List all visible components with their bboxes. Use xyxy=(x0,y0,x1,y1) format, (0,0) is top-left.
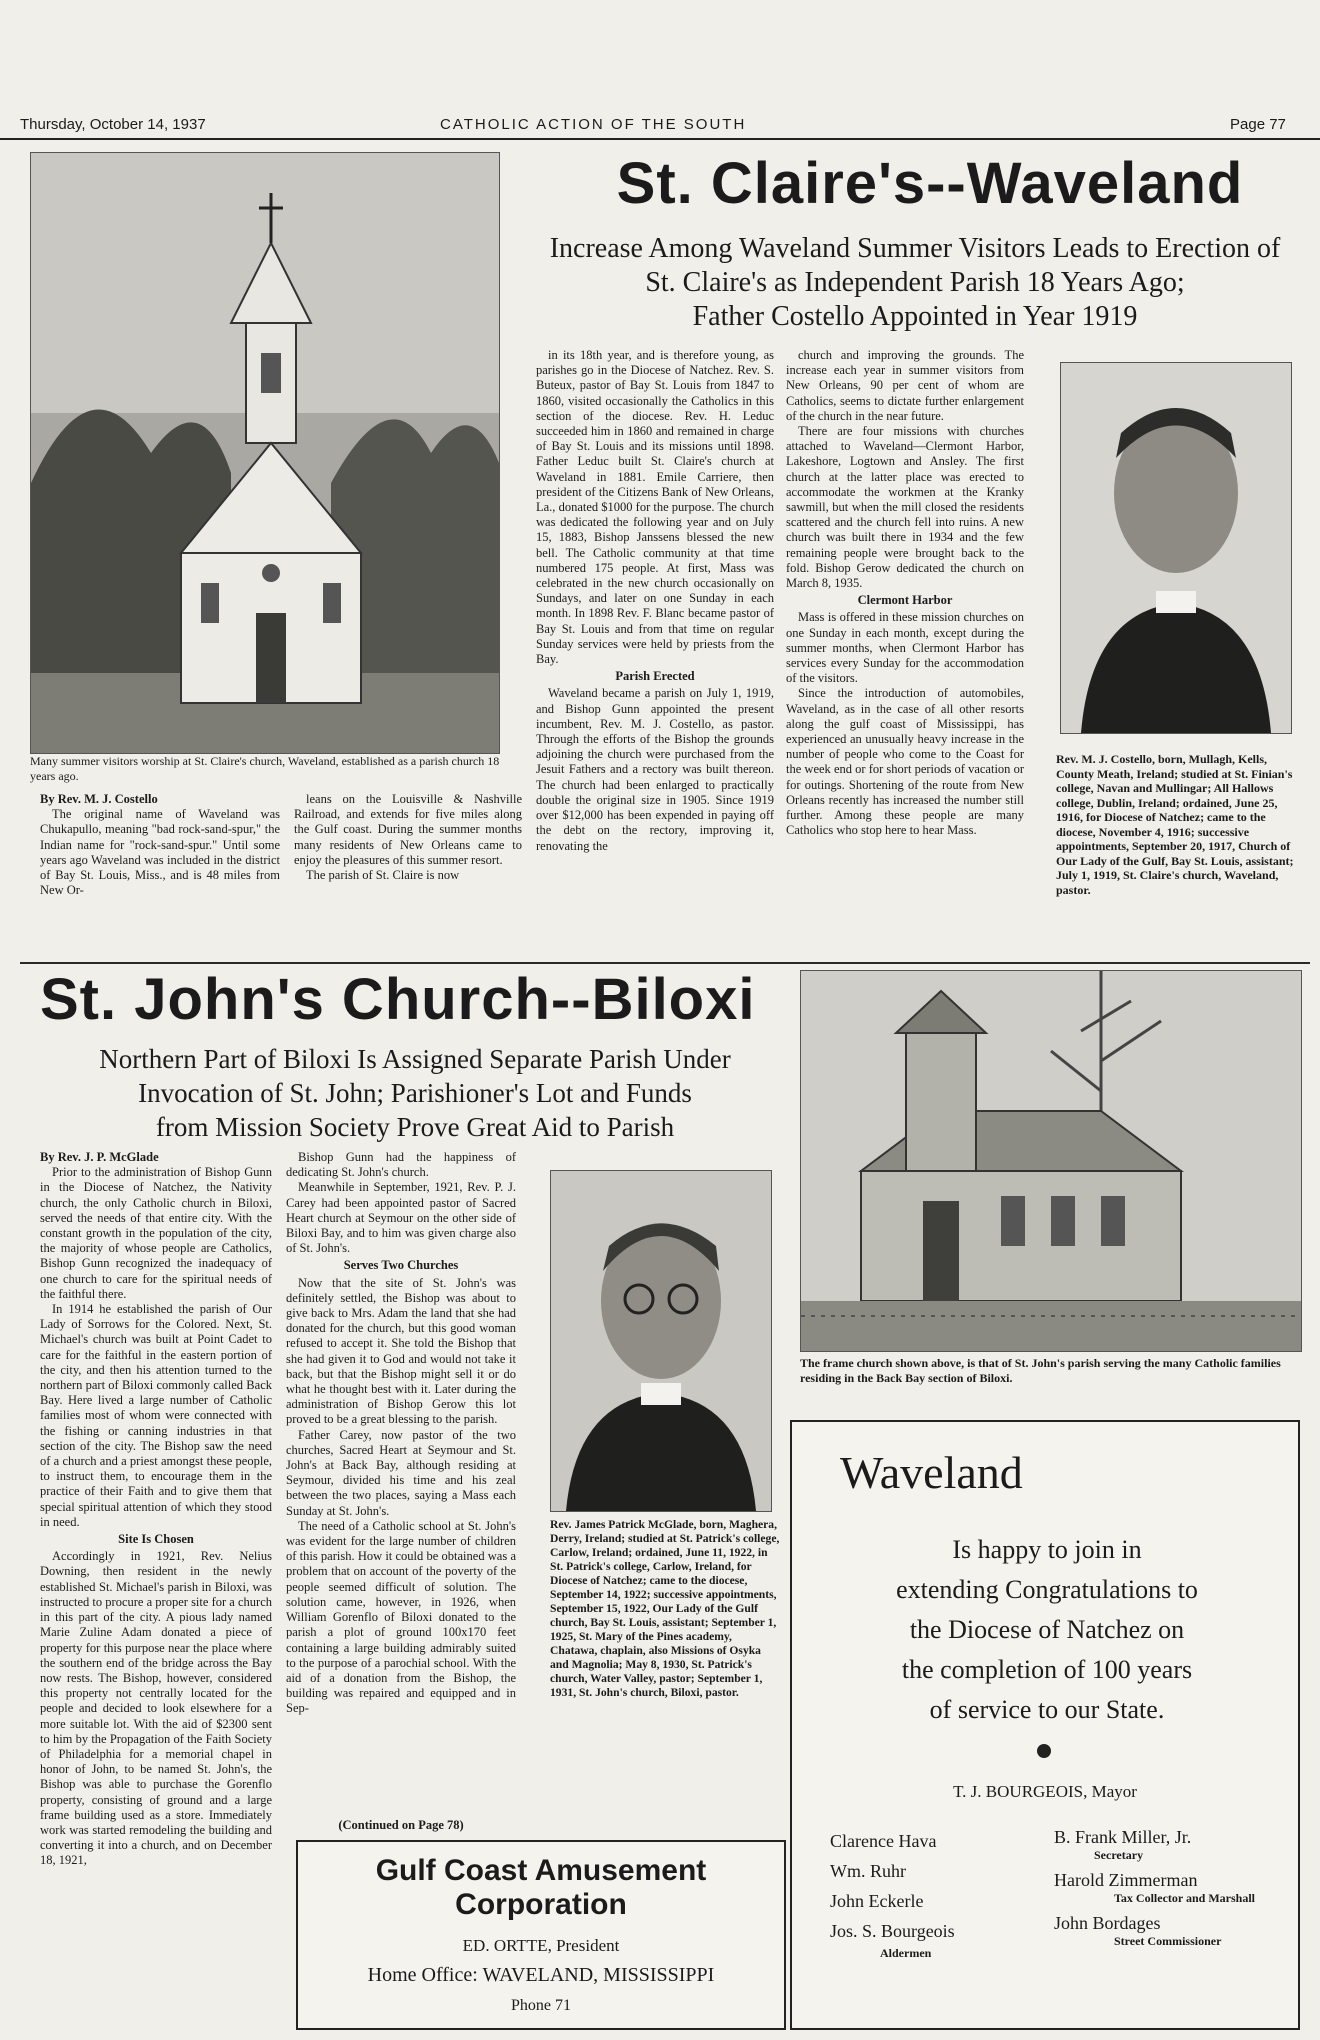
article2-deck-line-2: Invocation of St. John; Parishioner's Lot and Funds xyxy=(138,1078,692,1108)
ornament-dot xyxy=(1037,1744,1051,1758)
article2-col2b-para-3: The need of a Catholic school at St. John's was evident for the large number of children of this parish. How it could be obtained was a problem that on account of the poverty of the people seemed difficult of solution. The solution came, however, in 1926, when William Gorenflo of Biloxi donated to the parish a plot of ground 100x170 feet containing a large building admirably suited to the purpose of a parochial school. With the aid of a donation from the Bishop, the building was repaired and equipped and in Sep- xyxy=(286,1518,516,1716)
waveland-ad-line-5: of service to our State. xyxy=(929,1695,1165,1724)
article1-deck xyxy=(520,232,1310,334)
st-john-church-photo xyxy=(800,970,1302,1352)
article1-col4-para-2: There are four missions with churches attached to Waveland—Clermont Harbor, Lakeshore, Logtown and Ansley. The first church at the latter place was erected to accommodate the workmen at the Kranky sawmill, but when the mill closed the residents scattered and the church fell into ruins. A new church was built there in 1934 and the few remaining people were brought back to the fold. Bishop Gerow dedicated the church on March 8, 1935. xyxy=(786,424,1024,591)
article2-col1-para-2: In 1914 he established the parish of Our Lady of Sorrows for the Colored. Next, St. Michael's church was built at Point Cadet to care for the faithful in the eastern portion of the city, and then his attention turned to the northern part of Biloxi commonly called Back Bay. Here lived a large number of Catholic families most of whom were connected with the fishing or canning industries in that section of the city. The Bishop saw the need of a church and a priest amongst these people, to instruct them, to encourage them in the practice of their Faith and to give them that special spiritual attention of which they stood in need. xyxy=(40,1302,272,1529)
gulf-coast-president: ED. ORTTE, President xyxy=(462,1936,620,1955)
alderman-1: Clarence Hava xyxy=(830,1831,937,1851)
publication-name: CATHOLIC ACTION OF THE SOUTH xyxy=(440,116,747,133)
waveland-ad-message xyxy=(832,1530,1262,1730)
waveland-ad xyxy=(790,1420,1300,2030)
running-head xyxy=(0,112,1320,140)
article2-column-1 xyxy=(40,1150,272,2030)
article2-deck xyxy=(30,1042,800,1144)
aldermen-role: Aldermen xyxy=(880,1946,932,1960)
article1-column-4 xyxy=(786,348,1024,952)
section-divider xyxy=(20,962,1310,964)
article1-col2-para-1: leans on the Louisville & Nashville Railroad, and extends for five miles along the Gulf coast. During the summer months many residents of New Orleans came to enjoy the pleasures of this summer resort. xyxy=(294,792,522,867)
issue-date: Thursday, October 14, 1937 xyxy=(20,116,206,133)
article1-col4-subhead: Clermont Harbor xyxy=(857,593,953,608)
waveland-mayor: T. J. BOURGEOIS, Mayor xyxy=(953,1782,1137,1801)
costello-portrait xyxy=(1060,362,1292,734)
article2-col1-para-1: Prior to the administration of Bishop Gunn in the Diocese of Natchez, the Nativity church, the only Catholic church in Biloxi, served the needs of that entire city. With the constant growth in the population of the city, the majority of whose people are Catholics, Bishop Gunn recognized the inadequacy of one church to care for the spiritual needs of the faithful there. xyxy=(40,1165,272,1301)
article2-deck-line-3: from Mission Society Prove Great Aid to Parish xyxy=(155,1112,675,1142)
officer-3-role: Street Commissioner xyxy=(1114,1934,1222,1948)
article1-deck-line-3: Father Costello Appointed in Year 1919 xyxy=(692,301,1138,332)
article1-col2-para-2: The parish of St. Claire is now xyxy=(306,868,460,883)
article2-col2b-para-2: Father Carey, now pastor of the two churches, Sacred Heart at Seymour and St. John's at Back Bay, although residing at Seymour, divided his time and his zeal between the two places, saying a Mass each Sunday at St. John's. xyxy=(286,1427,516,1518)
article2-col2b-para-1: Now that the site of St. John's was definitely settled, the Bishop was about to give back to Mrs. Adam the land that she had donated for the church, but this good woman refused to accept it. She told the Bishop that she had given it to God and would not take it back, but that the Bishop might sell it or do what he thought best with it. Later during the administration of Bishop Gerow this lot proved to be a great blessing to the parish. xyxy=(286,1275,516,1427)
article1-column-3 xyxy=(536,348,774,952)
gulf-coast-company-name: Gulf Coast Amusement Corporation xyxy=(375,1854,707,1921)
article1-column-1 xyxy=(40,792,280,952)
gulf-coast-phone: Phone 71 xyxy=(511,1997,571,2014)
article1-col3-para: in its 18th year, and is therefore young, as parishes go in the Diocese of Natchez. Rev. S. Buteux, pastor of Bay St. Louis from 1847 to 1860, visited occasionally the Catholics in this section of the diocese. Rev. H. Leduc succeeded him in 1860 and remained in charge of Bay St. Louis and its missions until 1898. Father Leduc built St. Claire's church at Waveland in 1881. Emile Carriere, then president of the Citizens Bank of New Orleans, La., donated $1000 for the purpose. The church was dedicated the following year and on July 15, 1883, Bishop Janssens blessed the new bell. The Catholic community at that time numbered 175 people. At first, Mass was celebrated in the new church occasionally on Sundays, and later on one Sunday in each month. In 1898 Rev. F. Blanc became pastor of Bay St. Louis and from that time on regular Sunday services were held by priests from the Bay. xyxy=(536,348,774,667)
aldermen-list xyxy=(830,1826,1040,1960)
article2-byline: By Rev. J. P. McGlade xyxy=(40,1150,159,1164)
officer-2-name: Harold Zimmerman xyxy=(1054,1870,1198,1890)
waveland-ad-line-2: extending Congratulations to xyxy=(896,1575,1198,1604)
waveland-ad-line-3: the Diocese of Natchez on xyxy=(909,1615,1185,1644)
article1-byline: By Rev. M. J. Costello xyxy=(40,792,158,806)
portrait-illustration xyxy=(1061,363,1291,733)
st-claire-photo-caption: Many summer visitors worship at St. Claire's church, Waveland, established as a parish church 18 years ago. xyxy=(30,754,500,783)
waveland-ad-line-4: the completion of 100 years xyxy=(901,1655,1193,1684)
article1-col3b-para: Waveland became a parish on July 1, 1919, and Bishop Gunn appointed the present incumbent, Rev. M. J. Costello, as pastor. Through the efforts of the Bishop the grounds adjoining the church were purchased from the Jesuit Fathers and a rectory was built thereon. The church had been enlarged to practically double the original size in 1905. Since 1919 over $12,000 has been expended in paying off the debt on the rectory, improving it, renovating the xyxy=(536,686,774,853)
officer-3-name: John Bordages xyxy=(1054,1913,1161,1933)
mcglade-caption: Rev. James Patrick McGlade, born, Maghera, Derry, Ireland; studied at St. Patrick's college, Carlow, Ireland; ordained, June 11, 1922, in St. Patrick's college, Carlow, Ireland, for Diocese of Natchez; came to the diocese, September 14, 1922; successive appointments, September 15, 1922, Our Lady of the Gulf church, Bay St. Louis, assistant; September 1, 1925, St. Mary of the Pines academy, Chatawa, chaplain, also Missions of Osyka and Magnolia; May 8, 1930, St. Patrick's church, Water Valley, pastor; September 1, 1931, St. John's church, Biloxi, pastor. xyxy=(550,1518,780,1699)
st-claire-church-photo xyxy=(30,152,500,754)
st-john-church-caption: The frame church shown above, is that of St. John's parish serving the many Catholic families residing in the Back Bay section of Biloxi. xyxy=(800,1356,1281,1385)
costello-caption: Rev. M. J. Costello, born, Mullagh, Kells, County Meath, Ireland; studied at St. Finian's college, Navan and Mullingar; All Hallows college, Dublin, Ireland; ordained, June 25, 1916, for Diocese of Natchez; came to the diocese, November 4, 1916; successive appointments, September 20, 1917, Church of Our Lady of the Gulf, Bay St. Louis, assistant; July 1, 1919, St. Claire's church, Waveland, pastor. xyxy=(1056,752,1294,897)
gulf-coast-office: Home Office: WAVELAND, MISSISSIPPI xyxy=(367,1964,715,1986)
article1-column-2 xyxy=(294,792,522,952)
officers-list xyxy=(1054,1826,1290,1949)
officer-2-role: Tax Collector and Marshall xyxy=(1114,1891,1256,1905)
article2-col2-subhead: Serves Two Churches xyxy=(343,1258,459,1273)
article1-deck-line-2: St. Claire's as Independent Parish 18 Years Ago; xyxy=(645,267,1185,298)
article1-col4b-para-2: Since the introduction of automobiles, Waveland, as in the case of all other resorts along the gulf coast of Mississippi, has experienced an unusually heavy increase in the number of people who come to the Coast for the week end or for short periods of vacation or for outings. Shortening of the route from New Orleans recently has increased the number still further. Among these people are many Catholics who stop here to hear Mass. xyxy=(786,686,1024,838)
frame-church-illustration xyxy=(801,971,1301,1351)
article2-col2-para-1: Bishop Gunn had the happiness of dedicating St. John's church. xyxy=(286,1150,516,1180)
officer-1-name: B. Frank Miller, Jr. xyxy=(1054,1827,1192,1847)
officer-1-role: Secretary xyxy=(1094,1848,1144,1862)
mcglade-portrait xyxy=(550,1170,772,1512)
article1-headline: St. Claire's--Waveland xyxy=(616,151,1244,216)
article2-col2-para-2: Meanwhile in September, 1921, Rev. P. J. Carey had been appointed pastor of Sacred Heart church at Seymour on the other side of Biloxi Bay, and to him was given charge also of St. John's. xyxy=(286,1180,516,1256)
article1-deck-line-1: Increase Among Waveland Summer Visitors Leads to Erection of xyxy=(549,233,1281,264)
alderman-4: Jos. S. Bourgeois xyxy=(830,1921,955,1941)
church-illustration xyxy=(31,153,499,753)
portrait-illustration-2 xyxy=(551,1171,771,1511)
alderman-2: Wm. Ruhr xyxy=(830,1861,906,1881)
article2-col1b-para: Accordingly in 1921, Rev. Nelius Downing, then resident in the newly established St. Michael's parish in Biloxi, was instructed to procure a proper site for a church in this part of the city. A pious lady named Marie Zuline Adam donated a piece of property for this purpose near the place where the southern end of the bridge across the Bay now rests. The Bishop, however, considered this property not centrally located for the people and decided to look elsewhere for a more suitable lot. With the aid of $2300 sent to him by the Propagation of the Faith Society of Philadelphia for a memorial chapel in honor of John, to be named St. John's, the Bishop was able to purchase the Gorenflo property, consisting of ground and a large frame building used as a store. Immediately work was started remodeling the building and converting it into a church, and on December 18, 1921, xyxy=(40,1549,272,1868)
continued-notice: (Continued on Page 78) xyxy=(338,1818,464,1832)
article2-headline: St. John's Church--Biloxi xyxy=(40,967,756,1032)
gulf-coast-ad xyxy=(296,1840,786,2030)
article2-column-2 xyxy=(286,1150,516,1816)
waveland-ad-line-1: Is happy to join in xyxy=(952,1535,1142,1564)
article1-col4b-para-1: Mass is offered in these mission churches on one Sunday in each month, except during the summer months, when Clermont Harbor has services every Sunday for the accommodation of the visitors. xyxy=(786,610,1024,686)
alderman-3: John Eckerle xyxy=(830,1891,924,1911)
article1-col1-para: The original name of Waveland was Chukapullo, meaning "bad rock-sand-spur," the Indian name for "rock-sand-spur." Until some years ago Waveland was included in the district of Bay St. Louis, Miss., and is 48 miles from New Or- xyxy=(40,807,280,898)
article2-deck-line-1: Northern Part of Biloxi Is Assigned Separate Parish Under xyxy=(99,1044,731,1074)
article1-col3-subhead: Parish Erected xyxy=(615,669,695,684)
article1-col4-para-1: church and improving the grounds. The increase each year in summer visitors from New Orleans, 90 per cent of whom are Catholics, seems to dictate further enlargement of the church in the near future. xyxy=(786,348,1024,423)
page-number: Page 77 xyxy=(1230,116,1286,133)
article2-col1-subhead: Site Is Chosen xyxy=(118,1532,194,1547)
waveland-ad-title: Waveland xyxy=(840,1447,1023,1498)
